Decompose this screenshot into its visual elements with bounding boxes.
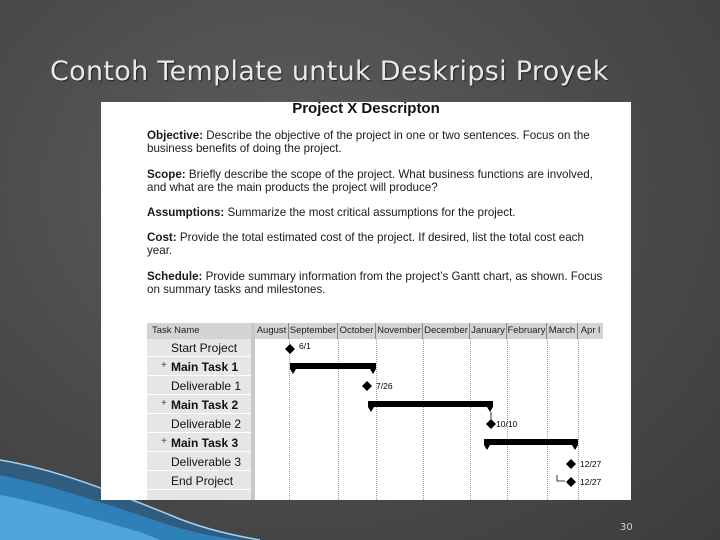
- summary-bar: [484, 439, 578, 445]
- summary-bar: [368, 401, 493, 407]
- month-header: Apr l: [578, 323, 603, 339]
- schedule-paragraph: [147, 270, 611, 296]
- milestone-date: 7/26: [376, 381, 393, 391]
- summary-bar-end: [484, 445, 490, 450]
- summary-bar-end: [572, 445, 578, 450]
- expand-icon: +: [161, 360, 167, 371]
- month-header: January: [470, 323, 507, 339]
- gantt-bars: [147, 323, 603, 500]
- task-name: Start Project: [171, 341, 238, 355]
- milestone-diamond: [566, 477, 576, 487]
- document-title: Project X Descripton: [292, 102, 440, 117]
- expand-icon: +: [161, 398, 167, 409]
- task-name: End Project: [171, 474, 234, 488]
- summary-bar: [290, 363, 376, 369]
- assumptions-text: Summarize the most critical assumptions for the project.: [224, 206, 516, 219]
- task-name: Deliverable 2: [171, 417, 242, 431]
- task-name: Deliverable 3: [171, 455, 242, 469]
- task-name: Main Task 1: [171, 360, 239, 374]
- month-header: September: [289, 323, 338, 339]
- milestone-diamond: [362, 381, 372, 391]
- task-name: Main Task 2: [171, 398, 239, 412]
- task-name-header: Task Name: [147, 323, 251, 339]
- gantt-chart: [147, 323, 603, 500]
- month-header: February: [507, 323, 547, 339]
- month-header: October: [338, 323, 376, 339]
- cost-label: Cost:: [147, 231, 177, 244]
- objective-text: Describe the objective of the project in one or two sentences. Focus on the business benefits of doing the project.: [147, 129, 590, 155]
- milestone-date: 6/1: [299, 341, 311, 351]
- scope-label: Scope:: [147, 168, 186, 181]
- page-number: 30: [620, 522, 633, 533]
- month-header: August: [255, 323, 289, 339]
- scope-paragraph: [147, 168, 611, 194]
- assumptions-paragraph: [147, 206, 611, 219]
- cost-paragraph: [147, 231, 611, 257]
- summary-bar-end: [368, 407, 374, 412]
- objective-paragraph: [147, 129, 611, 155]
- schedule-text: Provide summary information from the project’s Gantt chart, as shown. Focus on summary tasks and milestones.: [147, 270, 603, 296]
- month-header: November: [376, 323, 423, 339]
- task-name: Deliverable 1: [171, 379, 242, 393]
- schedule-label: Schedule:: [147, 270, 203, 283]
- dependency-line: [557, 475, 565, 481]
- milestone-diamond: [285, 344, 295, 354]
- summary-bar-end: [290, 369, 296, 374]
- project-description-document: [101, 102, 631, 500]
- month-header: March: [547, 323, 578, 339]
- summary-bar-end: [487, 407, 493, 412]
- milestone-diamond: [566, 459, 576, 469]
- expand-icon: +: [161, 436, 167, 447]
- objective-label: Objective:: [147, 129, 204, 142]
- milestone-diamond: [486, 419, 496, 429]
- task-name: Main Task 3: [171, 436, 239, 450]
- milestone-date: 12/27: [580, 477, 602, 487]
- milestone-date: 12/27: [580, 459, 602, 469]
- summary-bar-end: [370, 369, 376, 374]
- milestone-date: 10/10: [496, 419, 518, 429]
- cost-text: Provide the total estimated cost of the project. If desired, list the total cost each year.: [147, 231, 584, 257]
- assumptions-label: Assumptions:: [147, 206, 225, 219]
- slide-title: Contoh Template untuk Deskripsi Proyek: [50, 56, 609, 87]
- scope-text: Briefly describe the scope of the project. What business functions are involved, and what are the main products the project will produce?: [147, 168, 593, 194]
- month-header: December: [423, 323, 470, 339]
